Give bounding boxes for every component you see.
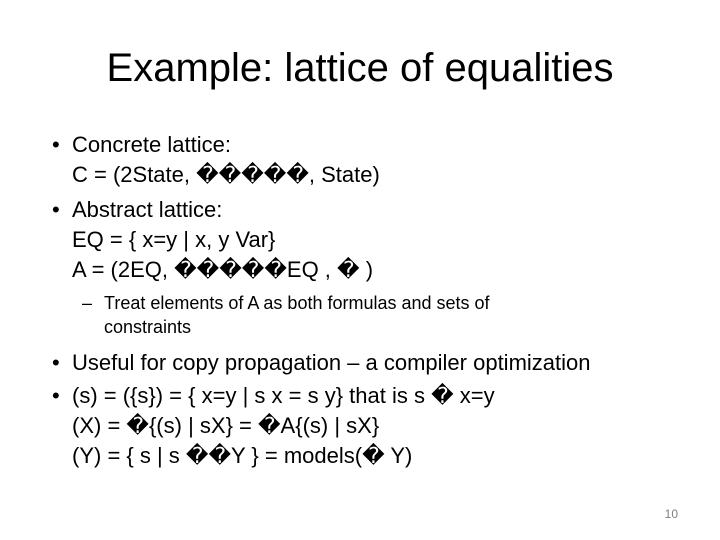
bullet-marker: •: [52, 383, 60, 408]
bullet-concrete-lattice: Concrete lattice:: [72, 132, 231, 157]
bullet-marker: •: [52, 350, 60, 375]
beta-definition: (s) = ({s}) = { x=y | s x = s y} that is s � x=y: [72, 383, 495, 408]
bullet-marker: •: [52, 132, 60, 157]
bullet-abstract-lattice: Abstract lattice:: [72, 197, 223, 222]
sub-bullet-text: Treat elements of A as both formulas and sets of: [104, 293, 490, 313]
sub-bullet-marker: –: [82, 293, 93, 313]
bullet-copy-propagation: Useful for copy propagation – a compiler optimization: [72, 350, 591, 375]
sub-bullet-text-continued: constraints: [104, 317, 192, 337]
slide-title: Example: lattice of equalities: [106, 46, 614, 90]
eq-set-definition: EQ = { x=y | x, y Var}: [72, 227, 276, 252]
alpha-definition: (X) = �{(s) | sX} = �A{(s) | sX}: [72, 413, 380, 438]
bullet-marker: •: [52, 197, 60, 222]
gamma-definition: (Y) = { s | s ��Y } = models(� Y): [72, 443, 413, 468]
concrete-lattice-definition: C = (2State, �����, State): [72, 162, 380, 187]
page-number: 10: [664, 507, 678, 521]
abstract-lattice-definition: A = (2EQ, �����EQ , � ): [72, 257, 374, 282]
